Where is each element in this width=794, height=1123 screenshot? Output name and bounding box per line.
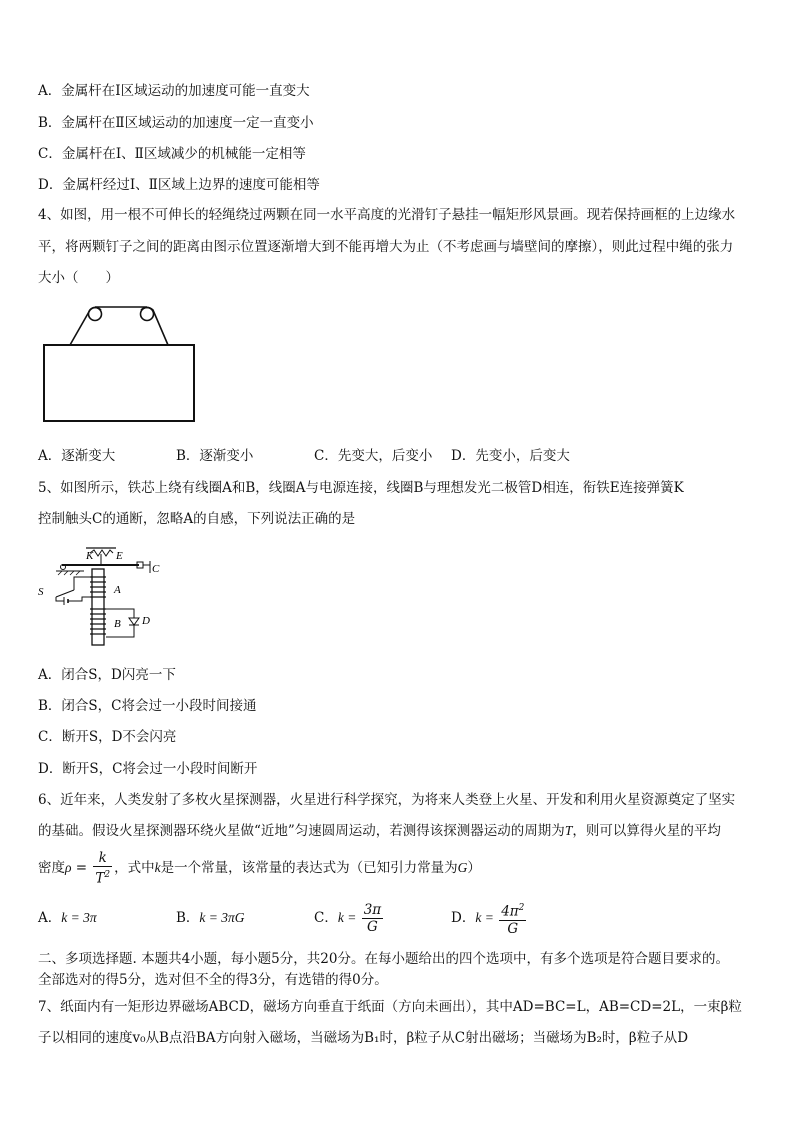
q3-option-a: A．金属杆在Ⅰ区域运动的加速度可能一直变大	[38, 83, 310, 99]
q5-option-a: A．闭合S，D闪亮一下	[38, 667, 176, 683]
q5-option-b: B．闭合S，C将会过一小段时间接通	[38, 698, 257, 714]
q7-stem-line1: 7、纸面内有一矩形边界磁场ABCD，磁场方向垂直于纸面（方向未画出），其中AD=BC=L，AB=CD=2L，一束β粒	[38, 999, 742, 1015]
q5-option-c: C．断开S，D不会闪亮	[38, 729, 177, 745]
rho-fraction: $\frac{k}{T^2}$	[95, 850, 111, 887]
rope	[70, 307, 168, 345]
q4-picture-frame-figure	[40, 296, 200, 426]
q4-option-d: D．先变小，后变大	[451, 448, 570, 464]
label-b: B	[114, 618, 121, 630]
q6-stem-line3: 密度ρ = $\frac{k}{T^2}$ ，式中k是一个常量，该常量的表达式为（已知引力常量为G）	[38, 850, 481, 887]
label-e: E	[116, 550, 123, 562]
q6-option-b: B．k = 3πG	[176, 910, 245, 926]
label-k: K	[86, 550, 94, 562]
label-c: C	[152, 563, 160, 575]
q5-relay-circuit-figure	[34, 545, 164, 650]
q5-option-d: D．断开S，C将会过一小段时间断开	[38, 761, 258, 777]
q5-stem-line2: 控制触头C的通断，忽略A的自感，下列说法正确的是	[38, 511, 356, 527]
q4-option-b: B．逐渐变小	[176, 448, 254, 464]
q6-stem-line2: 的基础。假设火星探测器环绕火星做“近地”匀速圆周运动，若测得该探测器运动的周期为T，则可以算得火星的平均	[38, 823, 721, 839]
label-s: S	[38, 586, 44, 598]
label-d: D	[142, 615, 150, 627]
label-a: A	[114, 584, 121, 596]
section2-instructions-line2: 全部选对的得5分，选对但不全的得3分，有选错的得0分。	[38, 972, 388, 988]
picture-frame	[44, 345, 194, 421]
q6-option-d: D．k = $\frac{4\pi^2}{G}$	[451, 899, 528, 937]
q6-option-a: A．k = 3π	[38, 910, 97, 926]
q3-option-c: C．金属杆在Ⅰ、Ⅱ区域减少的机械能一定相等	[38, 146, 306, 162]
q6-stem-line1: 6、近年来，人类发射了多枚火星探测器，火星进行科学探究，为将来人类登上火星、开发和利用火星资源奠定了坚实	[38, 792, 736, 808]
q4-option-c: C．先变大，后变小	[314, 448, 433, 464]
section2-instructions-line1: 二、多项选择题. 本题共4小题，每小题5分，共20分。在每小题给出的四个选项中，有多个选项是符合题目要求的。	[38, 951, 729, 967]
q4-option-a: A．逐渐变大	[38, 448, 116, 464]
q6-option-c: C．k = $\frac{3\pi}{G}$	[314, 902, 382, 935]
q5-stem-line1: 5、如图所示，铁芯上绕有线圈A和B，线圈A与电源连接，线圈B与理想发光二极管D相连，衔铁E连接弹簧K	[38, 480, 684, 496]
q4-stem-line1: 4、如图，用一根不可伸长的轻绳绕过两颗在同一水平高度的光滑钉子悬挂一幅矩形风景画。现若保持画框的上边缘水	[38, 207, 736, 223]
q7-stem-line2: 子以相同的速度v₀从B点沿BA方向射入磁场，当磁场为B₁时，β粒子从C射出磁场；当磁场为B₂时，β粒子从D	[38, 1030, 689, 1046]
q3-option-b: B．金属杆在Ⅱ区域运动的加速度一定一直变小	[38, 115, 314, 131]
q4-stem-line2: 平，将两颗钉子之间的距离由图示位置逐渐增大到不能再增大为止（不考虑画与墙壁间的摩擦），则此过程中绳的张力	[38, 239, 734, 255]
q3-option-d: D．金属杆经过Ⅰ、Ⅱ区域上边界的速度可能相等	[38, 177, 320, 193]
q4-stem-line3: 大小（ ）	[38, 270, 119, 286]
